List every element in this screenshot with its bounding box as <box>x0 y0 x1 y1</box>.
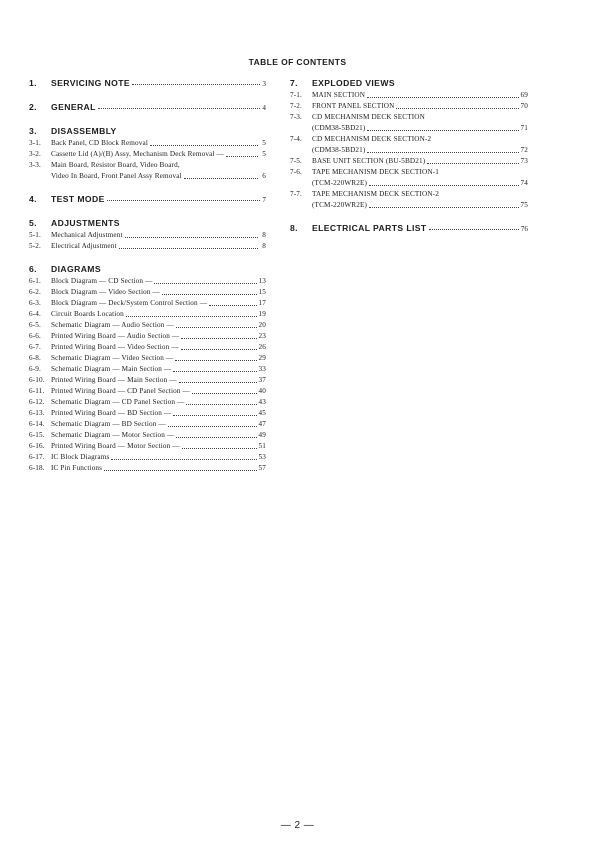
entry-number: 3-1. <box>29 139 41 147</box>
dot-leader <box>367 97 518 98</box>
entry-number: 5-1. <box>29 231 41 239</box>
dot-leader <box>427 163 518 164</box>
toc-entry <box>290 113 528 124</box>
entry-page-number: 8 <box>262 242 266 250</box>
section-title: ADJUSTMENTS <box>51 218 120 228</box>
entry-title: Cassette Lid (A)/(B) Assy, Mechanism Deck Removal — <box>51 150 224 158</box>
entry-number: 6-12. <box>29 398 45 406</box>
entry-title: Schematic Diagram — Audio Section — <box>51 321 174 329</box>
dot-leader <box>176 327 257 328</box>
entry-page-number: 49 <box>258 431 266 439</box>
toc-section-heading <box>29 264 266 277</box>
section-number: 1. <box>29 78 37 88</box>
dot-leader <box>367 152 518 153</box>
section-title: SERVICING NOTE <box>51 78 130 88</box>
dot-leader <box>98 108 261 109</box>
toc-entry <box>29 321 266 332</box>
section-page-number: 3 <box>262 80 266 88</box>
section-title: DISASSEMBLY <box>51 126 117 136</box>
toc-entry <box>29 299 266 310</box>
dot-leader <box>119 248 258 249</box>
dot-leader <box>150 145 258 146</box>
toc-section-heading <box>29 78 266 91</box>
toc-entry <box>290 201 528 212</box>
entry-title: MAIN SECTION <box>312 91 366 99</box>
entry-number: 6-8. <box>29 354 41 362</box>
toc-section-heading <box>290 223 528 236</box>
toc-entry <box>290 124 528 135</box>
dot-leader <box>132 84 260 85</box>
entry-page-number: 45 <box>258 409 266 417</box>
toc-section <box>29 218 266 253</box>
entry-title: Schematic Diagram — CD Panel Section — <box>51 398 185 406</box>
toc-section <box>290 223 528 236</box>
dot-leader <box>226 156 258 157</box>
entry-number: 5-2. <box>29 242 41 250</box>
entry-title: Block Diagram — Video Section — <box>51 288 160 296</box>
entry-page-number: 15 <box>258 288 266 296</box>
toc-section-heading <box>29 218 266 231</box>
toc-section <box>29 102 266 115</box>
dot-leader <box>126 316 257 317</box>
entry-page-number: 20 <box>258 321 266 329</box>
entry-number: 7-4. <box>290 135 302 143</box>
entry-title: Printed Wiring Board — CD Panel Section — <box>51 387 190 395</box>
section-number: 2. <box>29 102 37 112</box>
section-number: 8. <box>290 223 298 233</box>
toc-entry <box>290 146 528 157</box>
toc-section <box>29 264 266 475</box>
entry-number: 6-13. <box>29 409 45 417</box>
entry-page-number: 71 <box>520 124 528 132</box>
toc-entry <box>29 161 266 172</box>
dot-leader <box>176 437 256 438</box>
entry-number: 6-9. <box>29 365 41 373</box>
toc-entry <box>29 150 266 161</box>
toc-entry <box>29 139 266 150</box>
toc-entry <box>29 420 266 431</box>
dot-leader <box>173 415 256 416</box>
entry-page-number: 57 <box>258 464 266 472</box>
dot-leader <box>111 459 256 460</box>
section-page-number: 76 <box>520 225 528 233</box>
entry-page-number: 13 <box>258 277 266 285</box>
entry-page-number: 69 <box>520 91 528 99</box>
entry-page-number: 73 <box>520 157 528 165</box>
entry-number: 7-7. <box>290 190 302 198</box>
page-title: TABLE OF CONTENTS <box>248 57 347 67</box>
entry-number: 6-2. <box>29 288 41 296</box>
dot-leader <box>186 404 256 405</box>
toc-entry <box>29 277 266 288</box>
toc-entry <box>29 387 266 398</box>
toc-entry <box>290 135 528 146</box>
toc-section-heading <box>29 194 266 207</box>
dot-leader <box>369 185 518 186</box>
entry-page-number: 29 <box>258 354 266 362</box>
toc-section-heading <box>29 126 266 139</box>
toc-section <box>290 78 528 212</box>
section-title: GENERAL <box>51 102 96 112</box>
entry-number: 3-3. <box>29 161 41 169</box>
toc-entry <box>290 190 528 201</box>
entry-title: Printed Wiring Board — BD Section — <box>51 409 172 417</box>
entry-number: 6-3. <box>29 299 41 307</box>
entry-title: Schematic Diagram — Main Section — <box>51 365 172 373</box>
dot-leader <box>181 349 257 350</box>
entry-page-number: 5 <box>262 150 266 158</box>
entry-number: 6-11. <box>29 387 45 395</box>
entry-title: Video In Board, Front Panel Assy Removal <box>51 172 182 180</box>
entry-title: TAPE MECHANISM DECK SECTION-1 <box>312 168 439 176</box>
entry-page-number: 8 <box>262 231 266 239</box>
entry-page-number: 72 <box>520 146 528 154</box>
toc-entry <box>29 431 266 442</box>
entry-number: 3-2. <box>29 150 41 158</box>
dot-leader <box>107 200 261 201</box>
entry-title: Main Board, Resistor Board, Video Board, <box>51 161 180 169</box>
entry-page-number: 23 <box>258 332 266 340</box>
dot-leader <box>369 207 518 208</box>
entry-title: IC Block Diagrams <box>51 453 110 461</box>
section-number: 3. <box>29 126 37 136</box>
toc-section <box>29 194 266 207</box>
toc-left-column <box>29 78 266 486</box>
dot-leader <box>209 305 256 306</box>
entry-page-number: 74 <box>520 179 528 187</box>
toc-entry <box>290 179 528 190</box>
section-page-number: 7 <box>262 196 266 204</box>
dot-leader <box>182 448 257 449</box>
toc-entry <box>29 464 266 475</box>
entry-number: 6-17. <box>29 453 45 461</box>
entry-title: BASE UNIT SECTION (BU-5BD21) <box>312 157 426 165</box>
section-number: 5. <box>29 218 37 228</box>
entry-number: 6-15. <box>29 431 45 439</box>
toc-entry <box>29 354 266 365</box>
dot-leader <box>125 237 258 238</box>
entry-page-number: 5 <box>262 139 266 147</box>
entry-title: CD MECHANISM DECK SECTION-2 <box>312 135 432 143</box>
dot-leader <box>192 393 257 394</box>
toc-entry <box>290 102 528 113</box>
toc-entry <box>29 409 266 420</box>
entry-number: 6-16. <box>29 442 45 450</box>
toc-entry <box>29 453 266 464</box>
entry-title: TAPE MECHANISM DECK SECTION-2 <box>312 190 439 198</box>
entry-title: Schematic Diagram — Video Section — <box>51 354 174 362</box>
entry-title: Printed Wiring Board — Motor Section — <box>51 442 180 450</box>
entry-title: Printed Wiring Board — Video Section — <box>51 343 179 351</box>
entry-number: 7-3. <box>290 113 302 121</box>
entry-page-number: 70 <box>520 102 528 110</box>
entry-number: 6-1. <box>29 277 41 285</box>
entry-title: CD MECHANISM DECK SECTION <box>312 113 425 121</box>
entry-title: Schematic Diagram — Motor Section — <box>51 431 175 439</box>
entry-page-number: 47 <box>258 420 266 428</box>
section-title: TEST MODE <box>51 194 105 204</box>
toc-entry <box>29 332 266 343</box>
section-title: ELECTRICAL PARTS LIST <box>312 223 427 233</box>
entry-number: 7-2. <box>290 102 302 110</box>
section-page-number: 4 <box>262 104 266 112</box>
entry-number: 6-5. <box>29 321 41 329</box>
entry-title: Schematic Diagram — BD Section — <box>51 420 166 428</box>
section-title: EXPLODED VIEWS <box>312 78 395 88</box>
entry-number: 7-1. <box>290 91 302 99</box>
toc-section-heading <box>29 102 266 115</box>
entry-page-number: 33 <box>258 365 266 373</box>
dot-leader <box>104 470 256 471</box>
entry-number: 6-14. <box>29 420 45 428</box>
entry-page-number: 75 <box>520 201 528 209</box>
dot-leader <box>168 426 257 427</box>
entry-number: 7-5. <box>290 157 302 165</box>
entry-title: IC Pin Functions <box>51 464 103 472</box>
dot-leader <box>367 130 518 131</box>
toc-entry <box>29 398 266 409</box>
section-title: DIAGRAMS <box>51 264 101 274</box>
dot-leader <box>154 283 256 284</box>
dot-leader <box>162 294 257 295</box>
entry-title: Mechanical Adjustment <box>51 231 123 239</box>
dot-leader <box>179 382 257 383</box>
entry-title: (CDM38-5BD21) <box>312 124 366 132</box>
dot-leader <box>175 360 256 361</box>
entry-title: Circuit Boards Location <box>51 310 124 318</box>
section-number: 6. <box>29 264 37 274</box>
dot-leader <box>181 338 256 339</box>
toc-section <box>29 78 266 91</box>
entry-title: Electrical Adjustment <box>51 242 117 250</box>
toc-entry <box>290 168 528 179</box>
entry-number: 6-6. <box>29 332 41 340</box>
entry-title: (CDM38-5BD21) <box>312 146 366 154</box>
entry-title: Block Diagram — CD Section — <box>51 277 153 285</box>
toc-entry <box>29 365 266 376</box>
toc-entry <box>29 310 266 321</box>
toc-entry <box>29 172 266 183</box>
dot-leader <box>396 108 518 109</box>
entry-title: (TCM-220WR2E) <box>312 179 368 187</box>
toc-entry <box>29 242 266 253</box>
toc-right-column <box>290 78 528 247</box>
entry-page-number: 19 <box>258 310 266 318</box>
entry-page-number: 17 <box>258 299 266 307</box>
entry-page-number: 40 <box>258 387 266 395</box>
section-number: 4. <box>29 194 37 204</box>
page-number: — 2 — <box>280 820 315 831</box>
dot-leader <box>184 178 258 179</box>
entry-number: 6-18. <box>29 464 45 472</box>
toc-entry <box>29 288 266 299</box>
toc-entry <box>29 442 266 453</box>
entry-number: 7-6. <box>290 168 302 176</box>
toc-section-heading <box>290 78 528 91</box>
entry-title: Block Diagram — Deck/System Control Section — <box>51 299 208 307</box>
toc-entry <box>29 343 266 354</box>
entry-title: Printed Wiring Board — Main Section — <box>51 376 177 384</box>
entry-page-number: 26 <box>258 343 266 351</box>
entry-title: Printed Wiring Board — Audio Section — <box>51 332 180 340</box>
entry-page-number: 6 <box>262 172 266 180</box>
dot-leader <box>173 371 256 372</box>
entry-page-number: 43 <box>258 398 266 406</box>
toc-section <box>29 126 266 183</box>
entry-number: 6-7. <box>29 343 41 351</box>
entry-number: 6-4. <box>29 310 41 318</box>
entry-page-number: 53 <box>258 453 266 461</box>
entry-page-number: 51 <box>258 442 266 450</box>
toc-entry <box>29 376 266 387</box>
entry-title: Back Panel, CD Block Removal <box>51 139 149 147</box>
section-number: 7. <box>290 78 298 88</box>
entry-number: 6-10. <box>29 376 45 384</box>
toc-entry <box>290 91 528 102</box>
dot-leader <box>429 229 519 230</box>
entry-title: (TCM-220WR2E) <box>312 201 368 209</box>
entry-title: FRONT PANEL SECTION <box>312 102 395 110</box>
entry-page-number: 37 <box>258 376 266 384</box>
toc-entry <box>29 231 266 242</box>
toc-entry <box>290 157 528 168</box>
